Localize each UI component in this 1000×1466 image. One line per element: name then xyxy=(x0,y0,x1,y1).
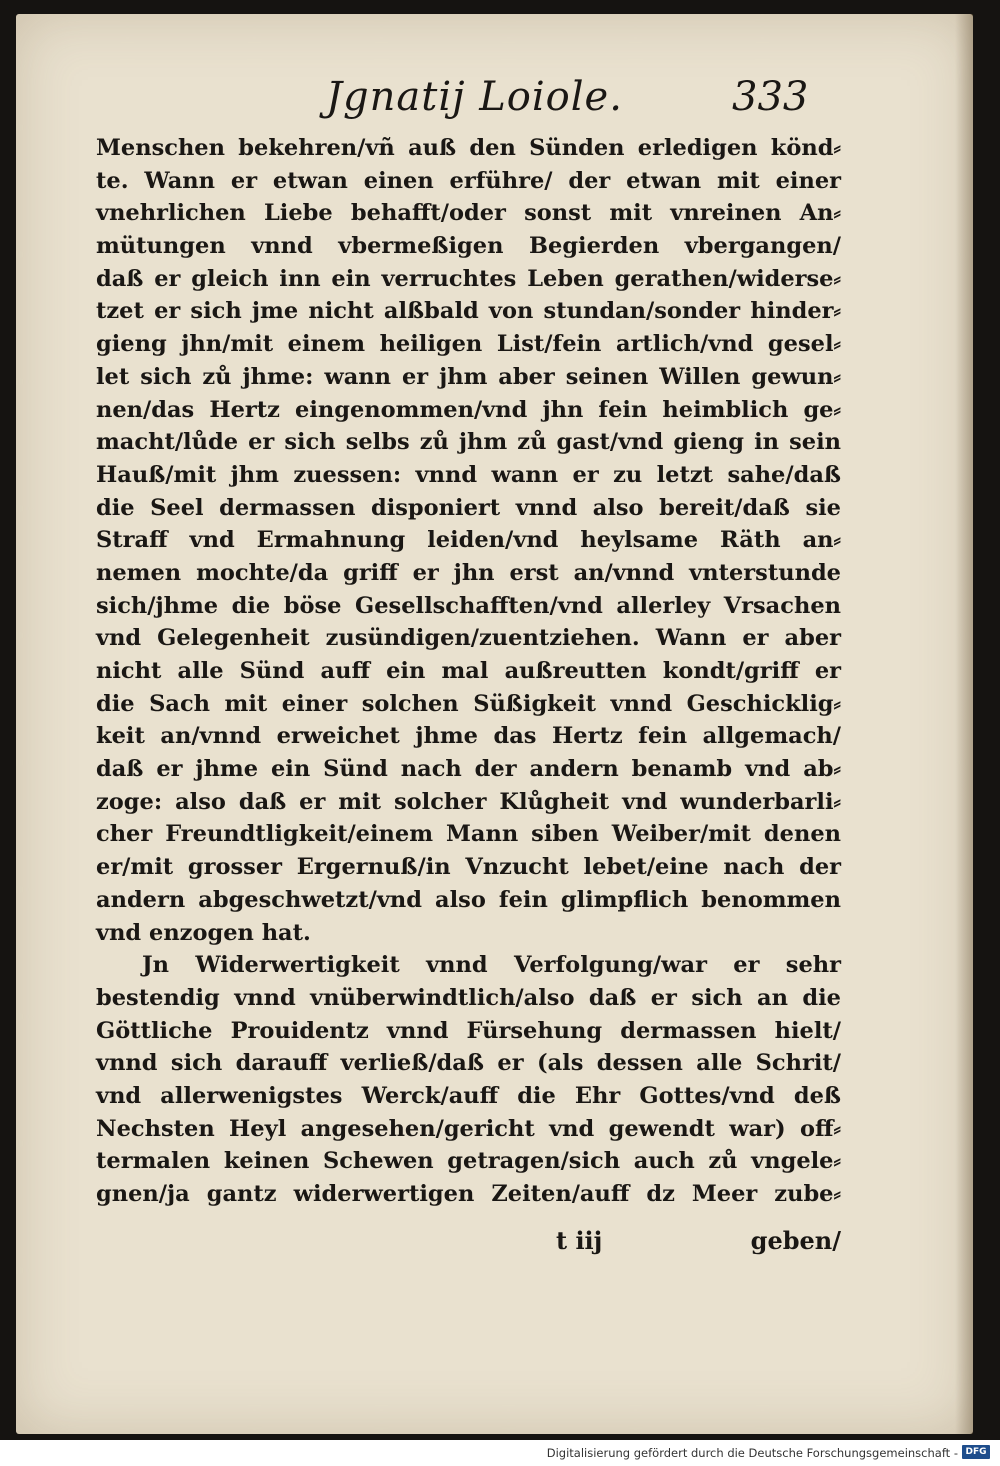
body-text xyxy=(96,132,841,1211)
text-line: cher Freundtligkeit/einem Mann siben Weiber/mit denen xyxy=(96,821,841,848)
text-line: daß er gleich inn ein verruchtes Leben gerathen/widerse⸗ xyxy=(96,265,841,292)
text-line: gieng jhn/mit einem heiligen List/fein artlich/vnd gesel⸗ xyxy=(96,331,841,358)
text-line: termalen keinen Schewen getragen/sich auch zů vngele⸗ xyxy=(96,1148,841,1175)
text-line: zoge: also daß er mit solcher Klůgheit vnd wunderbarli⸗ xyxy=(96,788,841,815)
text-line: gnen/ja gantz widerwertigen Zeiten/auff dz Meer zube⸗ xyxy=(96,1181,841,1207)
text-line: vnehrlichen Liebe behafft/oder sonst mit vnreinen An⸗ xyxy=(96,200,841,227)
text-line: vnd Gelegenheit zusündigen/zuentziehen. Wann er aber xyxy=(96,625,841,652)
text-line: nen/das Hertz eingenommen/vnd jhn fein heimblich ge⸗ xyxy=(96,396,841,423)
text-line: te. Wann er etwan einen erführe/ der etwan mit einer xyxy=(96,167,841,194)
text-line: er/mit grosser Ergernuß/in Vnzucht lebet/eine nach der xyxy=(96,854,841,881)
page-number: 333 xyxy=(732,74,809,120)
catchword: geben/ xyxy=(750,1226,841,1255)
funding-credit: Digitalisierung gefördert durch die Deutsche Forschungsgemeinschaft - xyxy=(546,1446,958,1460)
page-header xyxy=(16,74,973,134)
text-line: Nechsten Heyl angesehen/gericht vnd gewendt war) off⸗ xyxy=(96,1115,841,1142)
running-title: Jgnatij Loiole. xyxy=(326,74,623,120)
signature-mark: t iij xyxy=(556,1226,603,1255)
text-line: daß er jhme ein Sünd nach der andern benamb vnd ab⸗ xyxy=(96,756,841,783)
text-line: Menschen bekehren/vñ auß den Sünden erledigen könd⸗ xyxy=(96,135,841,161)
page-footer xyxy=(96,1226,841,1262)
text-line: Straff vnd Ermahnung leiden/vnd heylsame Räth an⸗ xyxy=(96,527,841,554)
text-line: Hauß/mit jhm zuessen: vnnd wann er zu letzt sahe/daß xyxy=(96,461,841,488)
text-line: sich/jhme die böse Gesellschafften/vnd allerley Vrsachen xyxy=(96,592,841,619)
text-line: andern abgeschwetzt/vnd also fein glimpflich benommen xyxy=(96,886,841,913)
text-line: nemen mochte/da griff er jhn erst an/vnnd vnterstunde xyxy=(96,559,841,586)
text-line: tzet er sich jme nicht alßbald von stundan/sonder hinder⸗ xyxy=(96,298,841,325)
book-page xyxy=(16,14,973,1434)
text-line: keit an/vnnd erweichet jhme das Hertz fein allgemach/ xyxy=(96,723,841,750)
text-line: Jn Widerwertigkeit vnnd Verfolgung/war er sehr xyxy=(142,952,841,979)
text-line: let sich zů jhme: wann er jhm aber seinen Willen gewun⸗ xyxy=(96,363,841,390)
dfg-logo: DFG xyxy=(962,1445,990,1459)
text-line: Göttliche Prouidentz vnnd Fürsehung dermassen hielt/ xyxy=(96,1017,841,1044)
text-line: vnd enzogen hat. xyxy=(96,919,311,946)
text-line: macht/lůde er sich selbs zů jhm zů gast/vnd gieng in sein xyxy=(96,429,841,456)
text-line: mütungen vnnd vbermeßigen Begierden vbergangen/ xyxy=(96,233,841,260)
text-line: die Sach mit einer solchen Süßigkeit vnnd Geschicklig⸗ xyxy=(96,690,841,717)
text-line: vnd allerwenigstes Werck/auff die Ehr Gottes/vnd deß xyxy=(96,1082,841,1109)
text-line: bestendig vnnd vnüberwindtlich/also daß er sich an die xyxy=(96,984,841,1011)
text-line: nicht alle Sünd auff ein mal außreutten kondt/griff er xyxy=(96,658,841,684)
page-edge-shadow xyxy=(955,14,973,1434)
credit-bar xyxy=(0,1440,1000,1466)
text-line: vnnd sich darauff verließ/daß er (als dessen alle Schrit/ xyxy=(96,1050,841,1077)
text-line: die Seel dermassen disponiert vnnd also bereit/daß sie xyxy=(96,494,841,521)
